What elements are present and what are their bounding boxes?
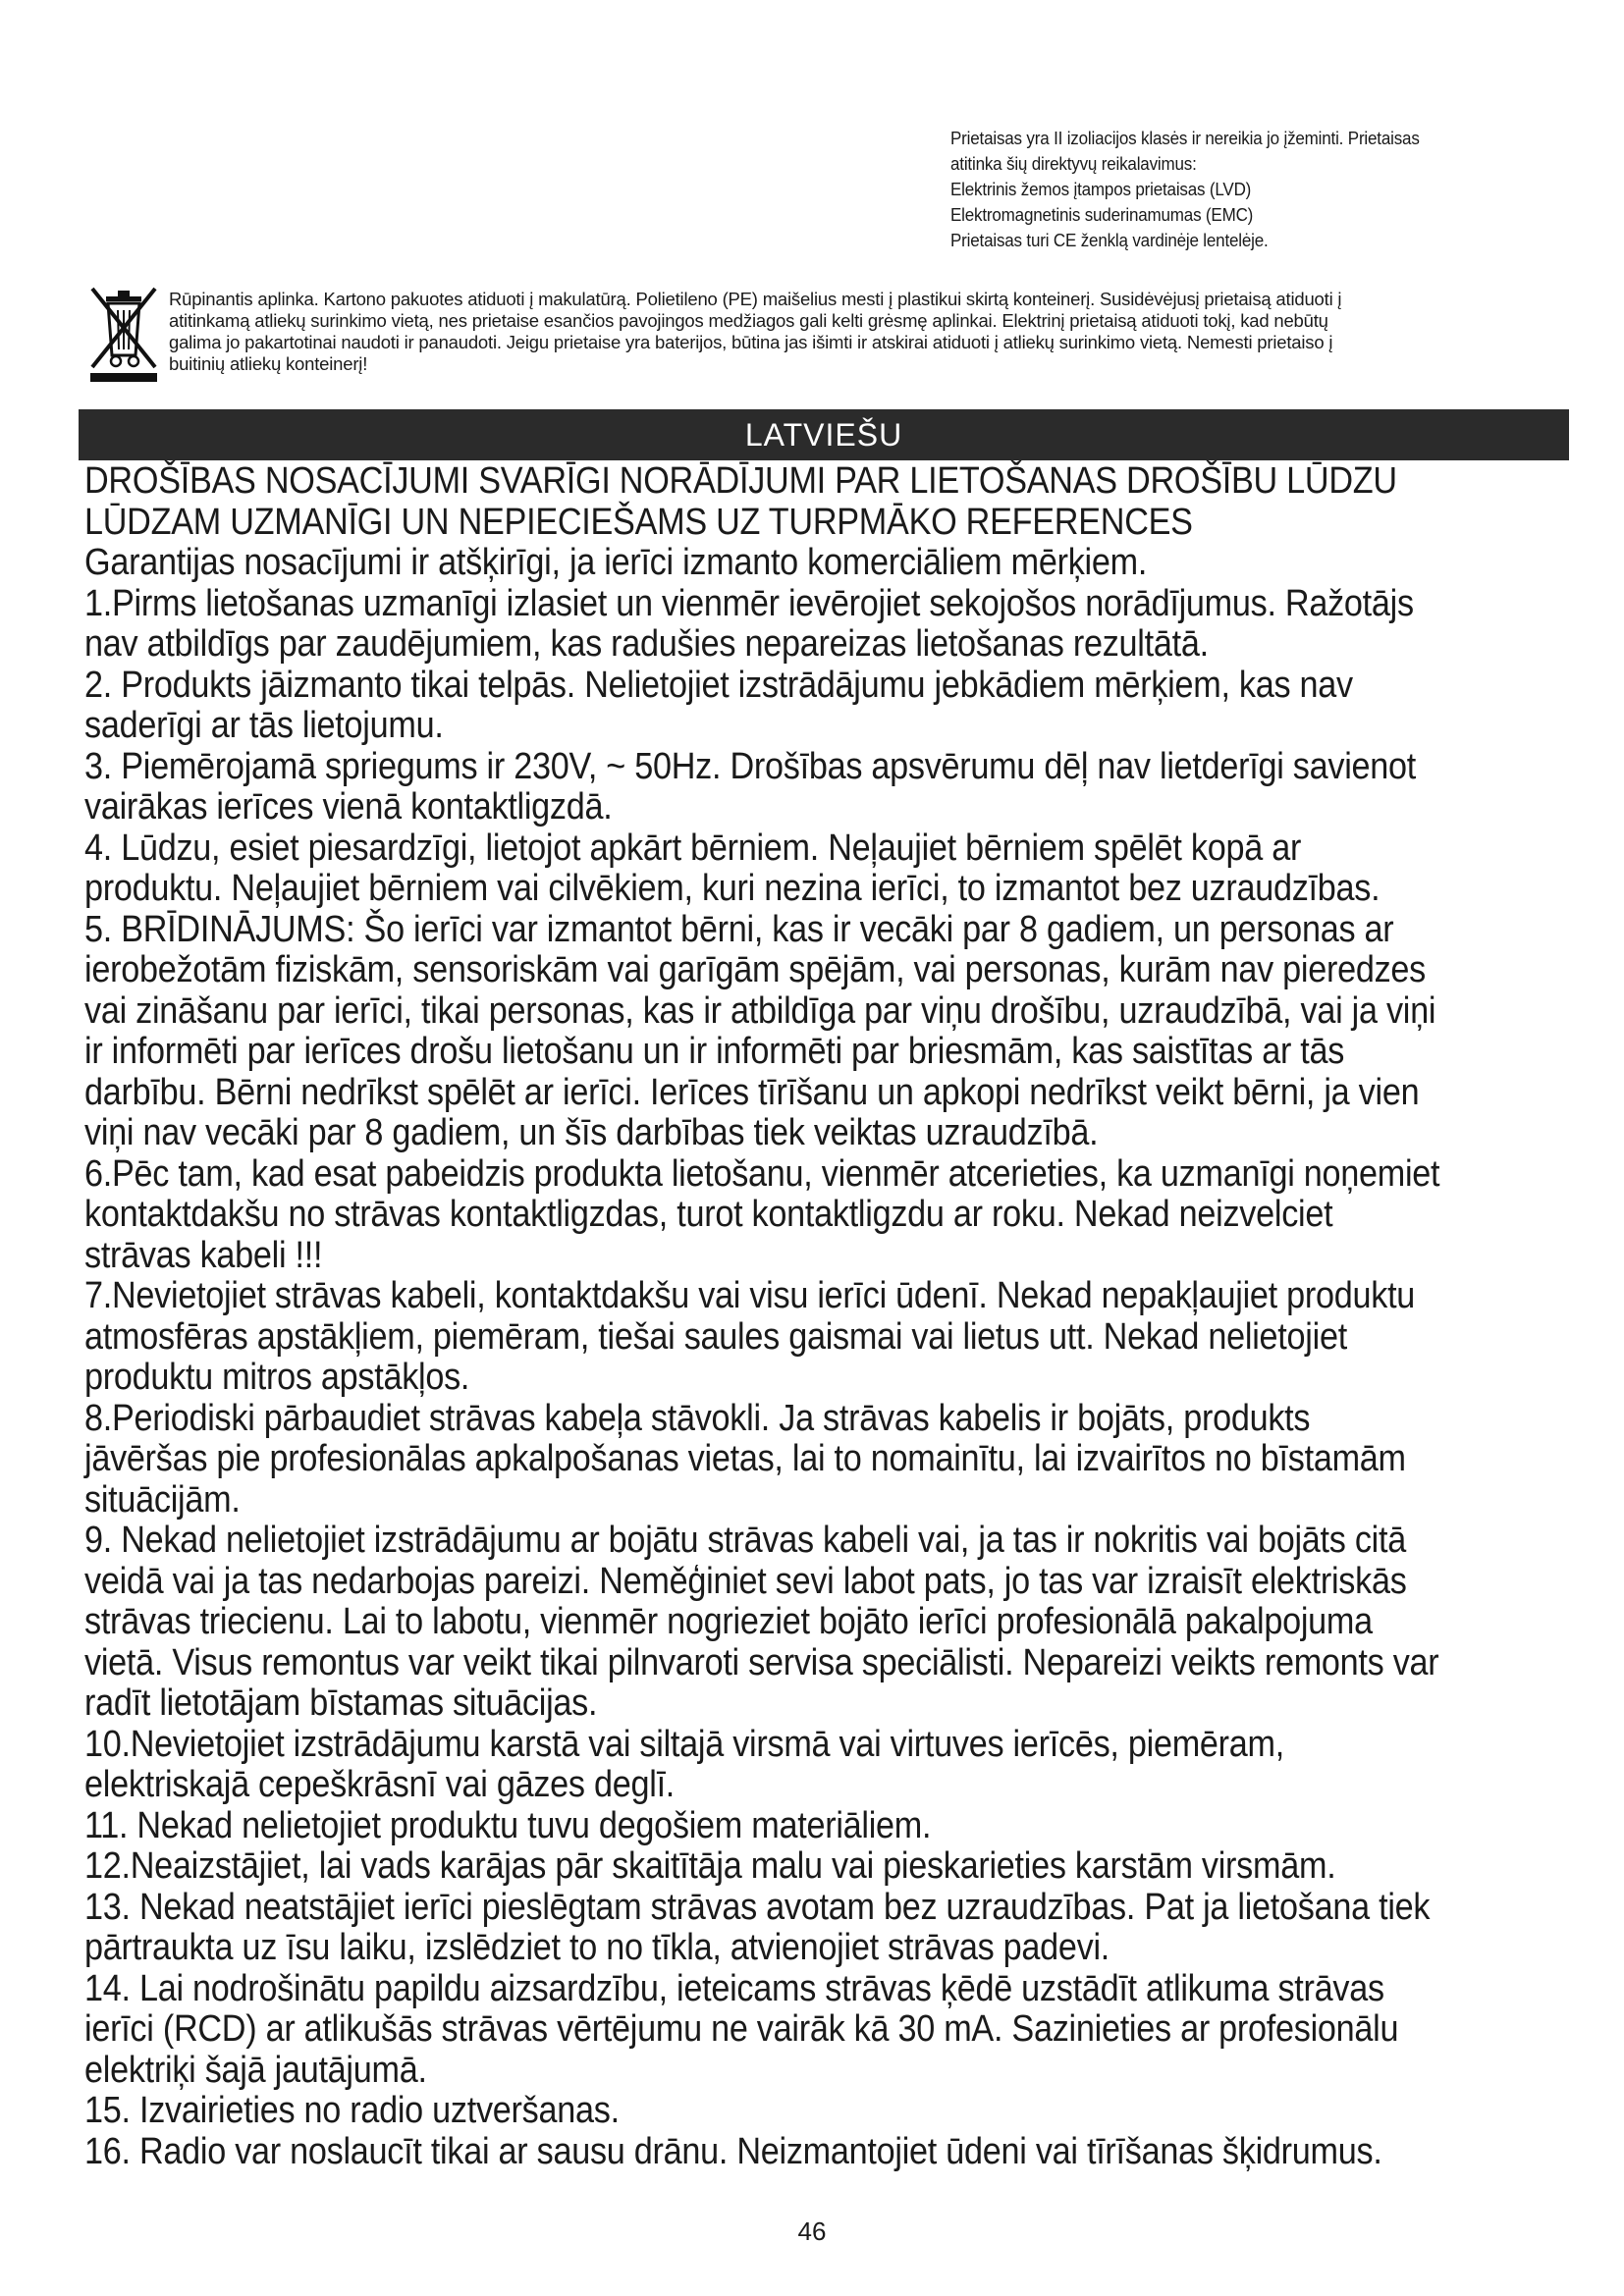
top-info-line: Elektromagnetinis suderinamumas (EMC): [950, 204, 1254, 225]
body-line: pārtraukta uz īsu laiku, izslēdziet to no tīkla, atvienojiet strāvas padevi.: [84, 1927, 1110, 1968]
body-line: produktu mitros apstākļos.: [84, 1357, 470, 1398]
body-line: jāvēršas pie profesionālas apkalpošanas vietas, lai to nomainītu, lai izvairītos no bīstamām: [84, 1438, 1406, 1479]
body-line: vietā. Visus remontus var veikt tikai pilnvaroti servisa speciālisti. Nepareizi veikts remonts var: [84, 1641, 1439, 1683]
recycling-text: [169, 289, 1553, 375]
body-line: produktu. Neļaujiet bērniem vai cilvēkiem, kuri nezina ierīci, to izmantot bez uzraudzības.: [84, 868, 1380, 909]
body-line: elektriķi šajā jautājumā.: [84, 2049, 427, 2091]
safety-instructions: [84, 460, 1440, 2172]
recycling-line: atitinkamą atliekų surinkimo vietą, nes prietaise esančios pavojingos medžiagos gali kelti grėsmę aplinkai. Elektrinį prietaisą atiduoti tokį, kad nebūtų: [169, 310, 1328, 331]
body-line: Garantijas nosacījumi ir atšķirīgi, ja ierīci izmanto komerciāliem mērķiem.: [84, 542, 1148, 583]
body-line: 12.Neaizstājiet, lai vads karājas pār skaitītāja malu vai pieskarieties karstām virsmām.: [84, 1845, 1336, 1887]
body-line: 7.Nevietojiet strāvas kabeli, kontaktdakšu vai visu ierīci ūdenī. Nekad nepakļaujiet produktu: [84, 1275, 1416, 1316]
body-line: 2. Produkts jāizmanto tikai telpās. Nelietojiet izstrādājumu jebkādiem mērķiem, kas nav: [84, 664, 1353, 706]
body-line: kontaktdakšu no strāvas kontaktligzdas, turot kontaktligzdu ar roku. Nekad neizvelciet: [84, 1194, 1333, 1235]
body-line: strāvas kabeli !!!: [84, 1234, 323, 1276]
body-line: 11. Nekad nelietojiet produktu tuvu degošiem materiāliem.: [84, 1804, 932, 1846]
body-line: 4. Lūdzu, esiet piesardzīgi, lietojot apkārt bērniem. Neļaujiet bērniem spēlēt kopā ar: [84, 827, 1302, 869]
top-info-line: Elektrinis žemos įtampos prietaisas (LVD): [950, 179, 1252, 199]
crossed-out-wheelie-bin-icon: [86, 279, 161, 387]
language-bar: [79, 409, 1569, 460]
top-info-line: Prietaisas yra II izoliacijos klasės ir nereikia jo įžeminti. Prietaisas: [950, 128, 1420, 148]
body-line: 6.Pēc tam, kad esat pabeidzis produkta lietošanu, vienmēr atcerieties, ka uzmanīgi noņemiet: [84, 1152, 1440, 1195]
heading-line: DROŠĪBAS NOSACĪJUMI SVARĪGI NORĀDĪJUMI PAR LIETOŠANAS DROŠĪBU LŪDZU: [84, 460, 1397, 502]
body-line: 3. Piemērojamā spriegums ir 230V, ~ 50Hz. Drošības apsvērumu dēļ nav lietderīgi savienot: [84, 745, 1417, 787]
body-line: 16. Radio var noslaucīt tikai ar sausu drānu. Neizmantojiet ūdeni vai tīrīšanas šķidrumus.: [84, 2130, 1382, 2172]
body-line: vai zināšanu par ierīci, tikai personas, kas ir atbildīga par viņu drošību, uzraudzībā, vai ja viņi: [84, 989, 1436, 1032]
body-line: ir informēti par ierīces drošu lietošanu un ir informēti par briesmām, kas saistītas ar tās: [84, 1031, 1345, 1072]
language-label: LATVIEŠU: [744, 416, 903, 453]
top-info-line: Prietaisas turi CE ženklą vardinėje lentelėje.: [950, 230, 1269, 250]
body-line: ierobežotām fiziskām, sensoriskām vai garīgām spējām, vai personas, kurām nav pieredzes: [84, 949, 1426, 990]
body-line: 5. BRĪDINĀJUMS: Šo ierīci var izmantot bērni, kas ir vecāki par 8 gadiem, un personas ar: [84, 908, 1394, 950]
body-line: viņi nav vecāki par 8 gadiem, un šīs darbības tiek veiktas uzraudzībā.: [84, 1112, 1099, 1153]
page-number: 46: [797, 2216, 827, 2246]
body-line: situācijām.: [84, 1478, 241, 1521]
body-line: 15. Izvairieties no radio uztveršanas.: [84, 2090, 620, 2131]
body-line: veidā vai ja tas nedarbojas pareizi. Neměģiniet sevi labot pats, jo tas var izraisīt elektriskās: [84, 1560, 1407, 1602]
safety-body: [84, 542, 1440, 2172]
body-line: radīt lietotājam bīstamas situācijas.: [84, 1682, 598, 1724]
recycling-line: Rūpinantis aplinka. Kartono pakuotes atiduoti į makulatūrą. Polietileno (PE) maišelius mesti į plastikui skirtą konteinerį. Susidėvėjusį prietaisą atiduoti į: [169, 289, 1342, 309]
body-line: 1.Pirms lietošanas uzmanīgi izlasiet un vienmēr ievērojiet sekojošos norādījumus. Ražotājs: [84, 582, 1414, 624]
recycling-line: galima jo pakartotinai naudoti ir panaudoti. Jeigu prietaise yra baterijos, būtina jas išimti ir atskirai atiduoti į atliekų surinkimo vietą. Nemesti prietaiso į: [169, 332, 1333, 352]
body-line: 8.Periodiski pārbaudiet strāvas kabeļa stāvokli. Ja strāvas kabelis ir bojāts, produkts: [84, 1397, 1311, 1439]
body-line: nav atbildīgs par zaudējumiem, kas radušies nepareizas lietošanas rezultātā.: [84, 623, 1209, 665]
safety-heading: [84, 461, 1428, 543]
body-line: vairākas ierīces vienā kontaktligzdā.: [84, 786, 613, 828]
body-line: strāvas triecienu. Lai to labotu, vienmēr nogrieziet bojāto ierīci profesionālā pakalpojuma: [84, 1601, 1373, 1642]
top-info-block: [950, 126, 1510, 253]
body-line: darbību. Bērni nedrīkst spēlēt ar ierīci. Ierīces tīrīšanu un apkopi nedrīkst veikt bērni, ja vien: [84, 1071, 1420, 1113]
recycling-line: buitinių atliekų konteinerį!: [169, 353, 368, 374]
top-info-line: atitinka šių direktyvų reikalavimus:: [950, 153, 1197, 174]
body-line: ierīci (RCD) ar atlikušās strāvas vērtējumu ne vairāk kā 30 mA. Sazinieties ar profesionālu: [84, 2008, 1399, 2050]
body-line: elektriskajā cepeškrāsnī vai gāzes deglī.: [84, 1764, 676, 1805]
body-line: saderīgi ar tās lietojumu.: [84, 705, 444, 746]
heading-line: LŪDZAM UZMANĪGI UN NEPIECIEŠAMS UZ TURPMĀKO REFERENCES: [84, 501, 1193, 543]
body-line: atmosfēras apstākļiem, piemēram, tiešai saules gaismai vai lietus utt. Nekad nelietojiet: [84, 1315, 1347, 1358]
body-line: 10.Nevietojiet izstrādājumu karstā vai siltajā virsmā vai virtuves ierīcēs, piemēram,: [84, 1723, 1284, 1765]
body-line: 13. Nekad neatstājiet ierīci pieslēgtam strāvas avotam bez uzraudzības. Pat ja lietošana tiek: [84, 1886, 1431, 1928]
body-line: 14. Lai nodrošinātu papildu aizsardzību, ieteicams strāvas ķēdē uzstādīt atlikuma strāvas: [84, 1967, 1384, 2009]
body-line: 9. Nekad nelietojiet izstrādājumu ar bojātu strāvas kabeli vai, ja tas ir nokritis vai bojāts citā: [84, 1520, 1406, 1561]
